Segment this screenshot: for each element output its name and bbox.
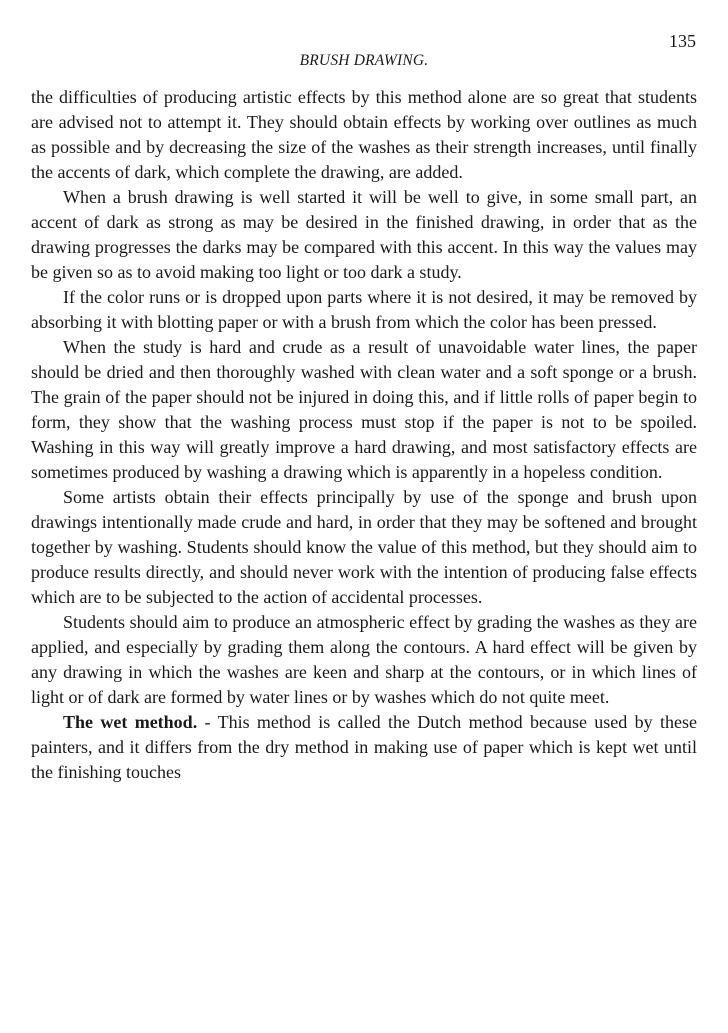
paragraph-6: Students should aim to produce an atmospheric effect by grading the washes as they are applied, and especially by grading them along the contours. A hard effect will be given by any drawing in which the washes are keen and sharp at the contours, or in which lines of light or of dark are formed by water lines or by washes which do not quite meet. [31,612,697,707]
paragraph-7-text: - This method is called the Dutch method because used by these painters, and it differs from the dry method in making use of paper which is kept wet until the finishing touches [31,712,697,782]
paragraph-1: the difficulties of producing artistic effects by this method alone are so great that students are advised not to attempt it. They should obtain effects by working over outlines as much as possible and by decreasing the size of the washes as their strength increases, until finally the accents of dark, which complete the drawing, are added. [31,87,697,182]
paragraph-4: When the study is hard and crude as a result of unavoidable water lines, the paper should be dried and then thoroughly washed with clean water and a soft sponge or a brush. The grain of the paper should not be injured in doing this, and if little rolls of paper begin to form, they show that the washing process must stop if the paper is not to be spoiled. Washing in this way will greatly improve a hard drawing, and most satisfactory effects are sometimes produced by washing a drawing which is apparently in a hopeless condition. [31,337,697,482]
paragraph-7 [31,710,697,785]
body-text [31,85,697,785]
paragraph-3: If the color runs or is dropped upon parts where it is not desired, it may be removed by absorbing it with blotting paper or with a brush from which the color has been pressed. [31,287,697,332]
running-head: BRUSH DRAWING. [299,52,429,69]
paragraph-5: Some artists obtain their effects principally by use of the sponge and brush upon drawings intentionally made crude and hard, in order that they may be softened and brought together by washing. Students should know the value of this method, but they should aim to produce results directly, and should never work with the intention of producing false effects which are to be subjected to the action of accidental processes. [31,487,697,607]
paragraph-2: When a brush drawing is well started it will be well to give, in some small part, an accent of dark as strong as may be desired in the finished drawing, in order that as the drawing progresses the darks may be compared with this accent. In this way the values may be given so as to avoid making too light or too dark a study. [31,187,697,282]
page-number: 135 [669,31,696,51]
section-heading-wet-method: The wet method. [63,712,198,732]
